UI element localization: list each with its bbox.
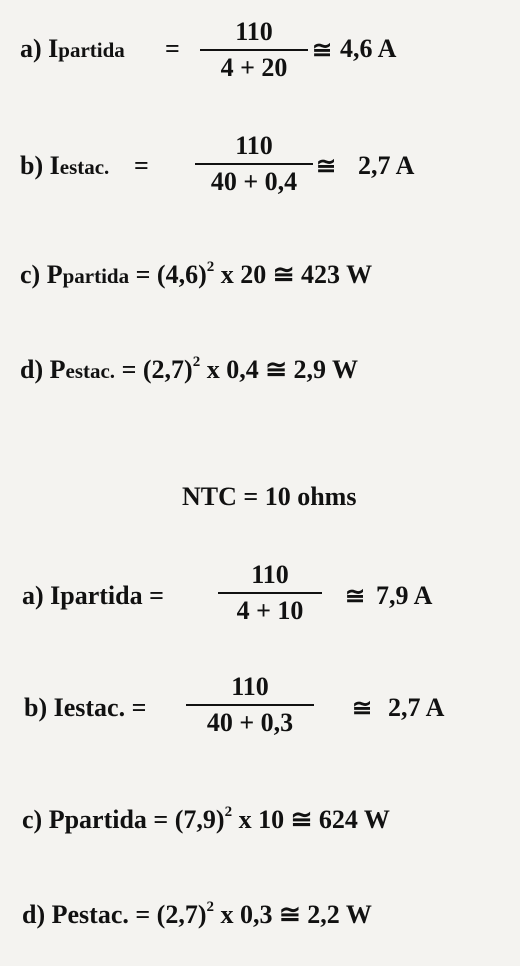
eq-2a-fraction: [218, 561, 322, 625]
approx-symbol: ≅: [352, 696, 373, 722]
approx-symbol: ≅: [312, 38, 333, 64]
section-heading: NTC = 10 ohms: [182, 482, 357, 511]
eq-2b-result: 2,7 A: [388, 693, 445, 722]
equation-1d: d) Pestac. = $(2,7)^2$ x 0,4 ≅ 2,9 W: [20, 354, 359, 384]
eq-2b-label: b) Iestac. =: [24, 693, 147, 722]
denominator: 40 + 0,3: [206, 708, 294, 737]
equation-2d: d) Pestac. = $(2,7)^2$ x 0,3 ≅ 2,2 W: [22, 899, 372, 929]
denominator: 40 + 0,4: [210, 167, 298, 196]
eq-2a-result: 7,9 A: [376, 581, 433, 610]
eq-2a-label: a) Ipartida =: [22, 581, 164, 610]
numerator: 110: [251, 560, 289, 589]
numerator: 110: [235, 17, 273, 46]
eq-1a-result: 4,6 A: [340, 34, 397, 63]
denominator: 4 + 10: [236, 596, 304, 625]
approx-symbol: ≅: [345, 584, 366, 610]
eq-1a-equals: =: [165, 34, 180, 63]
eq-1b-equals: =: [134, 151, 149, 180]
numerator: 110: [235, 131, 273, 160]
eq-1a-label: a) Ipartida: [20, 34, 125, 63]
equation-2c: c) Ppartida = $(7,9)^2$ x 10 ≅ 624 W: [22, 804, 390, 834]
eq-1b-result: 2,7 A: [358, 151, 415, 180]
approx-symbol: ≅: [316, 154, 337, 180]
eq-1a-fraction: [200, 18, 308, 82]
equation-1c: c) Ppartida = $(4,6)^2$ x 20 ≅ 423 W: [20, 259, 373, 289]
eq-1b-label: b) Iestac.: [20, 151, 110, 180]
eq-1b-fraction: [195, 132, 313, 196]
numerator: 110: [231, 672, 269, 701]
denominator: 4 + 20: [220, 53, 288, 82]
eq-2b-fraction: [186, 673, 314, 737]
